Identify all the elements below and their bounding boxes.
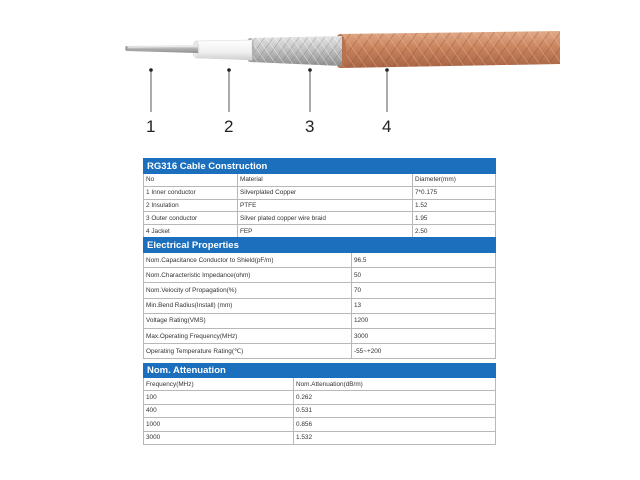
column-header: Diameter(mm) [413, 174, 496, 187]
table-cell: 3000 [352, 328, 496, 343]
construction-header [144, 159, 496, 174]
insulation-section [193, 40, 252, 60]
table-cell: 4 Jacket [144, 225, 238, 238]
callout-2: 2 [224, 117, 234, 136]
table-cell: Nom.Capacitance Conductor to Shield(pF/m) [144, 253, 352, 268]
construction-table [143, 158, 496, 238]
table-row [144, 404, 496, 417]
table-cell: 96.5 [352, 253, 496, 268]
table-row [144, 344, 496, 359]
table-cell: Silverplated Copper [238, 186, 413, 199]
braid-section [246, 36, 342, 66]
table-row [144, 186, 496, 199]
table-cell: 3000 [144, 431, 294, 444]
table-row [144, 378, 496, 391]
table-cell: 1 Inner conductor [144, 186, 238, 199]
column-header: Frequency(MHz) [144, 378, 294, 391]
table-row [144, 199, 496, 212]
table-cell: PTFE [238, 199, 413, 212]
callout-1: 1 [146, 117, 156, 136]
table-row [144, 268, 496, 283]
table-row [144, 212, 496, 225]
table-cell: -55~+200 [352, 344, 496, 359]
table-cell: 100 [144, 391, 294, 404]
attenuation-table [143, 363, 496, 445]
electrical-title: Electrical Properties [144, 238, 496, 253]
table-cell: 50 [352, 268, 496, 283]
table-cell: FEP [238, 225, 413, 238]
electrical-table [143, 237, 496, 359]
table-cell: 3 Outer conductor [144, 212, 238, 225]
table-row [144, 431, 496, 444]
table-cell: 13 [352, 298, 496, 313]
table-row [144, 418, 496, 431]
table-cell: 1.532 [294, 431, 496, 444]
table-cell: Nom.Velocity of Propagation(%) [144, 283, 352, 298]
table-cell: Min.Bend Radius(Install) (mm) [144, 298, 352, 313]
table-cell: Voltage Rating(VMS) [144, 313, 352, 328]
column-header: Material [238, 174, 413, 187]
table-row [144, 174, 496, 187]
attenuation-header [144, 364, 496, 378]
table-cell: 1200 [352, 313, 496, 328]
table-cell: Max.Operating Frequency(MHz) [144, 328, 352, 343]
table-cell: 1.95 [413, 212, 496, 225]
table-cell: 400 [144, 404, 294, 417]
table-cell: 2.50 [413, 225, 496, 238]
cable-illustration [0, 0, 640, 150]
table-row [144, 225, 496, 238]
attenuation-title: Nom. Attenuation [144, 364, 496, 378]
table-cell: 1.52 [413, 199, 496, 212]
jacket-section [334, 31, 560, 68]
callout-dots [149, 68, 389, 72]
callout-leaders [151, 70, 387, 112]
table-row [144, 391, 496, 404]
electrical-header [144, 238, 496, 253]
table-row [144, 253, 496, 268]
table-cell: 1000 [144, 418, 294, 431]
table-cell: 70 [352, 283, 496, 298]
table-cell: Nom.Characteristic Impedance(ohm) [144, 268, 352, 283]
table-cell: Silver plated copper wire braid [238, 212, 413, 225]
column-header: No [144, 174, 238, 187]
callout-3: 3 [305, 117, 315, 136]
table-cell: 0.531 [294, 404, 496, 417]
table-cell: Operating Temperature Rating(℃) [144, 344, 352, 359]
table-cell: 2 Insulation [144, 199, 238, 212]
callout-4: 4 [382, 117, 392, 136]
column-header: Nom.Attenuation(dB/m) [294, 378, 496, 391]
table-row [144, 328, 496, 343]
table-cell: 0.856 [294, 418, 496, 431]
conductor-section [125, 45, 198, 53]
table-row [144, 313, 496, 328]
table-cell: 0.262 [294, 391, 496, 404]
construction-title: RG316 Cable Construction [144, 159, 496, 174]
table-row [144, 298, 496, 313]
table-row [144, 283, 496, 298]
table-cell: 7*0.175 [413, 186, 496, 199]
